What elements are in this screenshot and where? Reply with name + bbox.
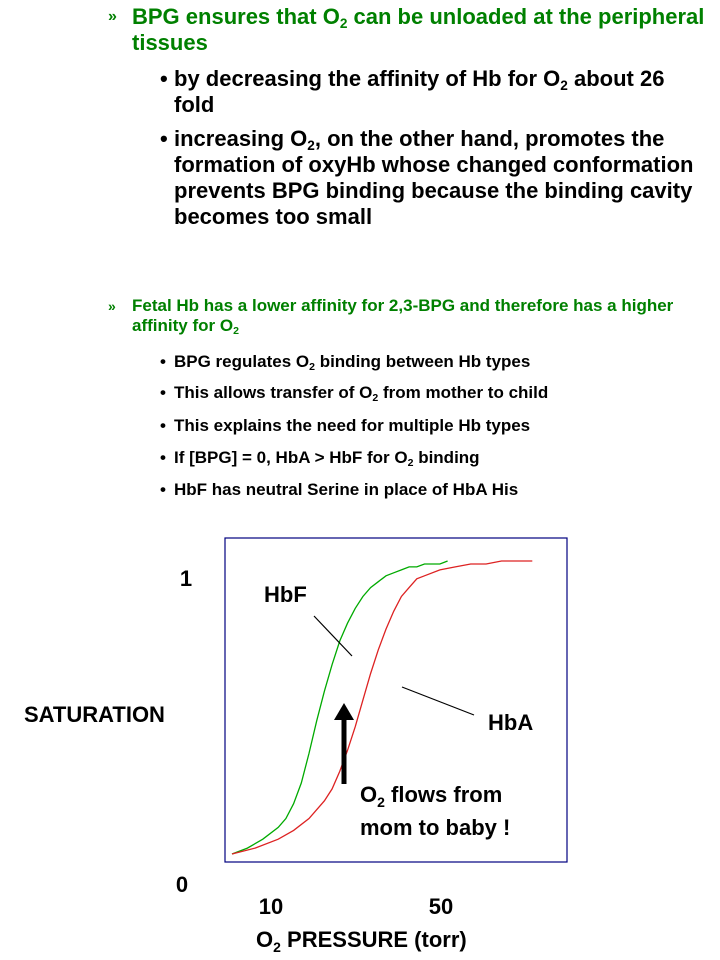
dot-marker: • [160, 352, 166, 371]
chevron-marker: » [108, 298, 116, 314]
dot-marker: • [160, 66, 168, 91]
fetal-sub-bullet: • This explains the need for multiple Hb types [160, 416, 531, 435]
y-tick-label: 0 [175, 872, 189, 897]
oxyhb-conformation-text: increasing $O_2$, on the other hand, promotes the formation of oxyHb whose changed conformation prevents BPG binding because the binding cavity becomes too small [174, 126, 694, 229]
dot-marker: • [160, 448, 166, 467]
x-tick-label: 10 [258, 894, 284, 919]
bpg-unloading-text: BPG ensures that $O_2$ can be unloaded at the peripheral tissues [132, 4, 705, 55]
x-tick-label: 50 [428, 894, 454, 919]
fetal-hb-text: Fetal Hb has a lower affinity for 2,3-BPG and therefore has a higher affinity for $O_2$ [132, 296, 674, 338]
fetal-sub-bullet: • This allows transfer of $O_2$ from mother to child [160, 383, 549, 405]
fetal-sub-bullet: • HbF has neutral Serine in place of HbA His [160, 480, 519, 499]
hbf-label: HbF [264, 582, 307, 607]
oxyhb-conformation-bullet [160, 126, 710, 230]
fetal-sub-bullet: • If [BPG] = 0, HbA > HbF for $O_2$ binding [160, 448, 480, 470]
hba-label: HbA [488, 710, 534, 735]
affinity-decrease-bullet [160, 66, 710, 118]
y-axis-label: SATURATION [24, 702, 165, 727]
affinity-decrease-text: by decreasing the affinity of Hb for $O_2$ about 26 fold [174, 66, 665, 117]
y-tick-label: 1 [179, 566, 193, 591]
chevron-marker: » [108, 8, 117, 25]
oxygen-flow-annotation-line2: mom to baby ! [360, 815, 511, 840]
oxygen-dissociation-chart [0, 520, 720, 960]
fetal-hb-bullet [108, 296, 708, 336]
bpg-unloading-bullet [108, 4, 708, 56]
x-axis-label: $O_2$ PRESSURE (torr) [256, 927, 467, 955]
dot-marker: • [160, 383, 166, 402]
dot-marker: • [160, 416, 166, 435]
dot-marker: • [160, 126, 168, 151]
dot-marker: • [160, 480, 166, 499]
oxygen-flow-annotation: $O_2$ flows from [360, 782, 503, 810]
fetal-sub-bullet: • BPG regulates $O_2$ binding between Hb types [160, 352, 531, 374]
